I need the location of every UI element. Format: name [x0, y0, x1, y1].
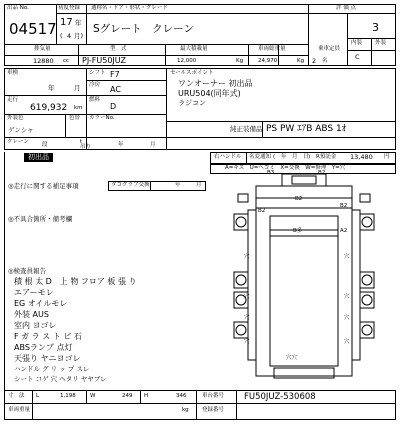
damage-mark: B多 [293, 228, 303, 234]
mileage-label: 走行 [7, 97, 19, 103]
dims-label: 寸 法 [8, 393, 25, 399]
lot-number: 04517 [9, 20, 57, 38]
damage-legend: A=キズ U=ヘコミ X=交換 W=修理 Y=穴 [225, 165, 346, 171]
damage-mark: 穴 [244, 254, 250, 260]
damage-mark: B2 [258, 208, 266, 214]
divider [86, 4, 87, 44]
era-year: 17 [60, 17, 73, 28]
tacho-month: 月 [196, 182, 202, 188]
inspector-line: 天張り ヤニヨゴレ [14, 354, 81, 363]
capacity-label: 乗車定員 [318, 46, 341, 52]
inspector-line: シート コゲ 穴 ヘタリ ヤヤブレ [14, 375, 107, 383]
divider [140, 390, 141, 403]
damage-mark: B2 [318, 170, 326, 176]
model-code: PJ-FU50JUZ [82, 56, 126, 65]
shift-label: シフト [89, 70, 106, 76]
first-reg-label: 初度登録 [58, 5, 81, 11]
weight-label: 車両重量 [8, 407, 31, 413]
ext-color-label: 外装色 [7, 115, 24, 121]
fuel-label: 燃料 [89, 97, 101, 103]
divider [4, 95, 166, 96]
divider [371, 38, 372, 66]
damage-mark: 穴 [344, 339, 350, 345]
inspector-line: 外装 AUS [14, 310, 49, 319]
divider [32, 390, 33, 420]
sales-line-3: ラジコン [178, 99, 206, 107]
length-value: 1,198 [60, 393, 76, 399]
shift-value: F7 [110, 70, 120, 79]
defect-notes-label: ◎不具合箇所・備考欄 [8, 215, 73, 223]
deck-frame [270, 216, 338, 366]
month-close: 月) [74, 32, 84, 40]
crane-label: クレーン [7, 139, 29, 145]
month-open: ( [60, 32, 63, 40]
model-header: 通称名・ドア・形状・グレード [91, 5, 168, 11]
damage-mark: 穴 [244, 315, 250, 321]
damage-mark: B3 [267, 170, 275, 176]
inspection-month: 月 [74, 84, 81, 92]
inspector-report-label: ◎検査員報告 [8, 267, 47, 275]
divider [4, 114, 166, 115]
divider [196, 390, 197, 420]
inspector-lines [14, 278, 204, 386]
exterior-label: 外装 [375, 40, 387, 46]
damage-mark: B2 [295, 196, 303, 202]
front-bumper [256, 186, 352, 198]
divider [4, 55, 308, 56]
inspector-line: ハンドル グ リ ッ プ スレ [14, 365, 90, 373]
width-value: 249 [122, 393, 133, 399]
max-load-unit: Kg [236, 58, 244, 64]
ext-color-value: ゲンシャ [8, 126, 34, 134]
fuel-value: D [110, 102, 117, 111]
name-change-date: 年 月 日 [281, 154, 309, 160]
divider [308, 13, 396, 14]
tacho-year: 年 [175, 182, 181, 188]
divider [150, 181, 151, 191]
recycle-amount: 13,480 [350, 153, 373, 161]
registration-label: 登録番号 [202, 407, 225, 413]
crane-hook-label: 吊り [80, 144, 92, 150]
month-value: 4 [67, 32, 72, 40]
length-unit: L [36, 393, 40, 399]
interior-label: 内装 [351, 40, 363, 46]
max-load-label: 最大積載量 [180, 46, 208, 52]
weight-unit: kg [182, 407, 189, 413]
name-change-open: ( [273, 154, 276, 160]
damage-mark: B2 [340, 203, 348, 209]
sales-label: セールスポイント [170, 70, 214, 76]
divider [86, 80, 166, 81]
divider [248, 44, 249, 66]
cab-window [292, 176, 316, 184]
divider [4, 152, 5, 390]
damage-mark: A2 [340, 228, 348, 234]
capacity-unit: 名 [322, 58, 328, 64]
color-change-label: 色替 [69, 115, 81, 121]
damage-mark: 穴 [344, 315, 350, 321]
left-mirror [238, 194, 248, 202]
max-load-value: 12,000 [177, 58, 197, 64]
divider [86, 390, 87, 403]
name-change-close: ) [308, 154, 311, 160]
name-change-label: 名変通知 [249, 154, 272, 160]
sales-line-1: ワンオーナー 初出品 [178, 79, 253, 88]
truck-damage-diagram [212, 172, 396, 390]
damage-mark: 穴 [244, 294, 250, 300]
inspector-line: 室内 ヨゴレ [14, 321, 57, 330]
gross-weight-label: 車両総重量 [258, 46, 286, 52]
inspector-line: ABSランプ 点灯 [14, 343, 73, 352]
displacement-label: 排気量 [34, 46, 51, 52]
mileage-value: 619,932 [30, 103, 68, 113]
gross-weight-value: 24,970 [258, 58, 278, 64]
driving-notes-label: ◎走行に関する補足事項 [8, 182, 79, 190]
crane-tons-unit: t [80, 139, 83, 145]
capacity-value: 2 [312, 57, 317, 65]
inspector-line: EG オイルモレ [14, 299, 68, 308]
height-value: 346 [176, 393, 187, 399]
left-side-panel [248, 210, 256, 360]
divider [4, 403, 396, 404]
divider [78, 44, 79, 66]
divider [246, 152, 247, 164]
divider [347, 13, 348, 66]
first-listing-badge: 初出品 [24, 153, 53, 162]
damage-mark: 穴穴 [286, 355, 298, 361]
aircon-label: 冷房 [89, 82, 101, 88]
recycle-label: R預託金 [316, 154, 337, 160]
year-suffix: 年 [75, 19, 82, 27]
divider [166, 121, 396, 122]
chassis-value: FU50JUZ-530608 [244, 392, 316, 402]
inspector-line: 積 根 太 D 上 物 フロア 板 張 り [14, 277, 137, 286]
divider [4, 44, 308, 45]
aircon-value: AC [110, 85, 121, 94]
divider [166, 137, 396, 138]
inspection-label: 車検 [7, 70, 19, 76]
chassis-label: 車台番号 [202, 393, 225, 399]
lot-label: 出品 No. [7, 5, 29, 11]
divider [65, 114, 66, 137]
divider [4, 137, 166, 138]
tacho-label: タコグラフ交換 [111, 182, 150, 188]
steering-label: 右ハンドル [214, 154, 242, 160]
divider [236, 390, 237, 420]
right-side-panel [352, 210, 360, 360]
inspector-line: エアーモレ [14, 288, 54, 297]
type-label: 型 式 [110, 46, 127, 52]
inspector-line: F ガ ラ ス ト ビ 石 [14, 332, 82, 341]
divider [165, 44, 166, 66]
sales-line-2: URU504(同年式) [178, 89, 241, 98]
damage-mark: 穴 [344, 254, 350, 260]
inspection-year: 年 [48, 84, 55, 92]
divider [56, 13, 308, 14]
gross-weight-unit: Kg [297, 58, 305, 64]
crane-month: 月 [150, 142, 156, 148]
score-value: 3 [372, 21, 379, 34]
crane-year: 年 [118, 142, 124, 148]
mileage-unit: km [74, 105, 83, 111]
damage-mark: 穴 [344, 294, 350, 300]
displacement-unit: cc [63, 58, 70, 64]
recycle-unit: 円 [384, 154, 390, 160]
damage-mark: 穴 [244, 339, 250, 345]
equipment-label: 純正装備品 [230, 125, 263, 133]
right-mirror [360, 194, 370, 202]
score-label: 評 価 点 [336, 5, 356, 11]
equipment-value: PS PW ｴｱB ABS 1ｵ [266, 124, 347, 134]
interior-grade: C [355, 53, 360, 61]
height-unit: H [144, 393, 149, 399]
grade-text: Sグレート クレーン [93, 23, 194, 35]
crane-stage-unit: 段 [42, 142, 48, 148]
width-unit: W [90, 393, 96, 399]
displacement-value: 12880 [33, 57, 54, 65]
color-no-label: カラーNo. [89, 115, 115, 121]
